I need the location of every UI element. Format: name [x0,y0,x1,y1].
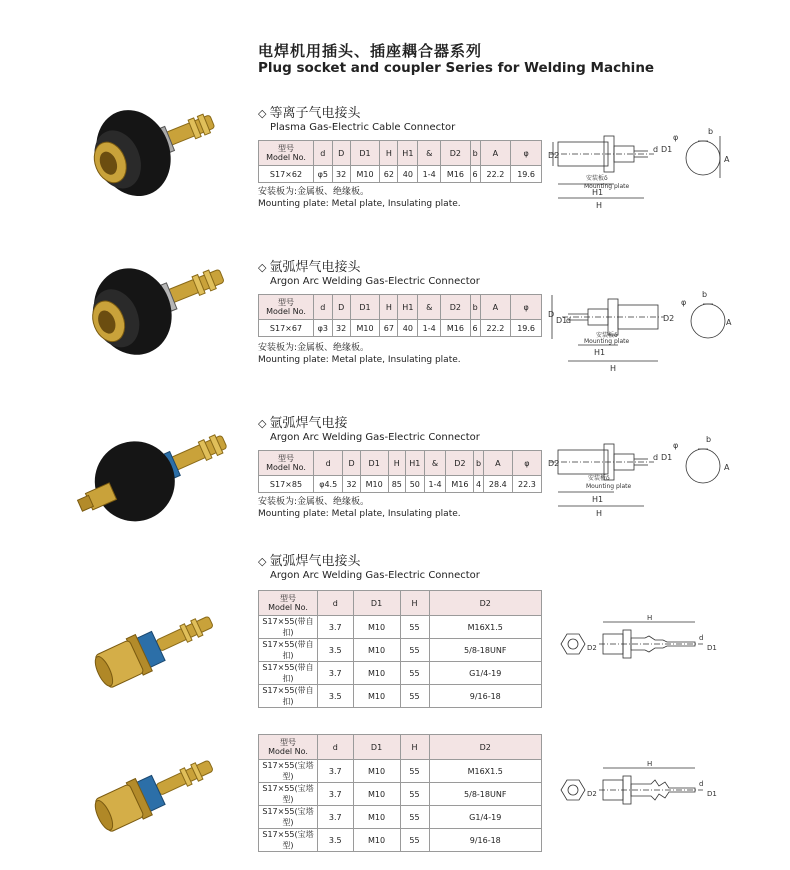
label-d: d [566,316,572,325]
header-model: 型号 Model No. [259,141,314,166]
cell-model: S17×55(带自扣) [259,616,318,639]
label-D2: D2 [587,644,597,652]
label-A: A [726,318,732,327]
cell: 55 [400,685,429,708]
cell: 6 [470,166,480,183]
header-d: d [314,141,333,166]
cell: M10 [353,760,400,783]
header-A: A [480,141,511,166]
cell: M16 [441,166,470,183]
technical-drawing-3 [548,430,738,520]
cell: 3.5 [318,829,354,852]
header-b: b [474,451,483,476]
cell: 62 [380,166,398,183]
label-plate-cn: 安装板δ [596,332,618,339]
header-D1: D1 [360,451,388,476]
header-model: 型号 Model No. [259,451,314,476]
cell-model: S17×55(宝塔型) [259,783,318,806]
table-header-row [259,735,542,760]
cell: M16X1.5 [429,616,542,639]
header-b: b [470,141,480,166]
label-H: H [596,201,603,210]
header-D2: D2 [446,451,474,476]
header-D1: D1 [350,295,379,320]
label-H1: H1 [594,348,606,357]
header-D: D [332,295,350,320]
cell: 22.2 [480,166,511,183]
section-3-heading [258,412,480,443]
cell: 67 [380,320,398,337]
table-row [259,760,542,783]
table-row [259,616,542,639]
table-header-row [259,295,542,320]
note-1 [258,186,461,210]
label-plate-cn: 安装板δ [586,175,608,182]
cell: 55 [400,783,429,806]
label-H: H [610,364,617,373]
label-D1: D1 [707,644,717,652]
cell: M10 [353,685,400,708]
header-model: 型号 Model No. [259,295,314,320]
label-D1: D1 [661,145,673,154]
product-photo-5 [85,742,225,842]
cell: 19.6 [511,320,542,337]
cell: 85 [388,476,405,493]
cell: 1-4 [418,320,441,337]
spec-table-3 [258,450,542,493]
section-1-title-en: Plasma Gas-Electric Cable Connector [270,122,456,133]
cell: M10 [360,476,388,493]
table-row [259,476,542,493]
label-b: b [706,435,712,444]
table-row [259,685,542,708]
cell: M16 [446,476,474,493]
label-D2: D2 [587,790,597,798]
cell-model: S17×67 [259,320,314,337]
note-en: Mounting plate: Metal plate, Insulating plate. [258,355,461,365]
label-d: d [653,453,659,462]
cell: 9/16-18 [429,829,542,852]
label-D2: D2 [548,459,560,468]
cell: M10 [350,320,379,337]
section-3-title-cn: ◇ 氩弧焊气电接 [258,412,480,431]
table-row [259,320,542,337]
header-phi: φ [511,141,542,166]
cell: 3.7 [318,760,354,783]
header-d: d [318,735,354,760]
cell: 22.3 [512,476,541,493]
cell-model: S17×55(带自扣) [259,662,318,685]
header-H: H [380,295,398,320]
section-4-title-cn: ◇ 氩弧焊气电接头 [258,550,480,569]
label-phi: φ [673,441,679,450]
section-2-title-cn: ◇ 氩弧焊气电接头 [258,256,480,275]
header-D: D [343,451,360,476]
table-row [259,662,542,685]
header-amp: & [418,141,441,166]
section-3-title-en: Argon Arc Welding Gas-Electric Connector [270,432,480,443]
cell: 1-4 [418,166,441,183]
header-d: d [314,451,343,476]
cell: 3.5 [318,685,354,708]
note-en: Mounting plate: Metal plate, Insulating plate. [258,199,461,209]
cell: M16X1.5 [429,760,542,783]
cell: 5/8-18UNF [429,783,542,806]
table-row [259,829,542,852]
header-phi: φ [512,451,541,476]
cell: 3.7 [318,806,354,829]
cell: M10 [353,616,400,639]
header-D1: D1 [353,735,400,760]
label-d: d [699,780,704,788]
page-title-cn: 电焊机用插头、插座耦合器系列 [258,42,483,60]
label-D1: D1 [661,453,673,462]
note-cn: 安装板为:金属板、绝缘板。 [258,343,370,353]
label-phi: φ [681,298,687,307]
cell: 5/8-18UNF [429,639,542,662]
header-A: A [480,295,511,320]
label-plate-en: Mounting plate [586,483,632,490]
table-row [259,639,542,662]
label-A: A [724,155,730,164]
header-A: A [483,451,512,476]
header-model: 型号 Model No. [259,591,318,616]
cell: φ3 [314,320,333,337]
label-A: A [724,463,730,472]
label-D2: D2 [548,151,560,160]
header-D2: D2 [441,141,470,166]
label-D1: D1 [707,790,717,798]
label-H: H [647,760,653,768]
note-en: Mounting plate: Metal plate, Insulating plate. [258,509,461,519]
section-2-title-en: Argon Arc Welding Gas-Electric Connector [270,276,480,287]
header-H1: H1 [398,295,418,320]
page-title-en: Plug socket and coupler Series for Welding Machine [258,60,655,76]
cell: 55 [400,639,429,662]
label-plate-en: Mounting plate [584,183,630,190]
header-amp: & [418,295,441,320]
cell: φ4.5 [314,476,343,493]
table-row [259,783,542,806]
cell: 19.6 [511,166,542,183]
header-amp: & [424,451,446,476]
cell-model: S17×85 [259,476,314,493]
cell: φ5 [314,166,333,183]
header-D1: D1 [353,591,400,616]
product-photo-2 [78,240,238,370]
cell: 55 [400,829,429,852]
cell: M16 [441,320,470,337]
technical-drawing-5 [555,758,735,818]
cell: M10 [353,783,400,806]
header-H1: H1 [405,451,424,476]
cell-model: S17×55(带自扣) [259,639,318,662]
cell: 32 [343,476,360,493]
note-2 [258,342,461,366]
label-plate-en: Mounting plate [584,338,630,345]
technical-drawing-1 [548,122,738,212]
label-b: b [708,127,714,136]
section-1-title-cn: ◇ 等离子气电接头 [258,102,455,121]
spec-table-1 [258,140,542,183]
label-phi: φ [673,133,679,142]
section-4-heading [258,550,480,581]
cell: 3.7 [318,616,354,639]
spec-table-2 [258,294,542,337]
product-photo-4 [85,598,225,698]
label-H1: H1 [592,188,604,197]
cell-model: S17×55(宝塔型) [259,760,318,783]
cell: 50 [405,476,424,493]
cell-model: S17×55(带自扣) [259,685,318,708]
label-H: H [596,509,603,518]
header-D1: D1 [350,141,379,166]
cell-model: S17×55(宝塔型) [259,829,318,852]
cell: M10 [353,806,400,829]
header-H: H [400,591,429,616]
header-D2: D2 [429,591,542,616]
cell: 32 [332,166,350,183]
cell: 9/16-18 [429,685,542,708]
section-2-heading [258,256,480,287]
label-H1: H1 [592,495,604,504]
cell: 40 [398,166,418,183]
label-D2: D2 [663,314,675,323]
table-header-row [259,591,542,616]
cell: 55 [400,806,429,829]
header-H: H [388,451,405,476]
spec-table-4 [258,590,542,708]
note-cn: 安装板为:金属板、绝缘板。 [258,497,370,507]
technical-drawing-2 [548,285,738,375]
header-H: H [380,141,398,166]
cell: 4 [474,476,483,493]
label-d: d [699,634,704,642]
table-header-row [259,141,542,166]
header-H1: H1 [398,141,418,166]
cell: M10 [350,166,379,183]
note-cn: 安装板为:金属板、绝缘板。 [258,187,370,197]
technical-drawing-4 [555,612,735,672]
cell: M10 [353,662,400,685]
cell: 22.2 [480,320,511,337]
header-d: d [314,295,333,320]
label-plate-cn: 安装板δ [588,475,610,482]
cell: G1/4-19 [429,806,542,829]
note-3 [258,496,461,520]
cell: 28.4 [483,476,512,493]
product-photo-1 [80,88,230,213]
cell: 40 [398,320,418,337]
cell: 55 [400,616,429,639]
cell: M10 [353,639,400,662]
header-H: H [400,735,429,760]
header-D2: D2 [429,735,542,760]
cell: G1/4-19 [429,662,542,685]
cell: 3.7 [318,662,354,685]
label-d: d [653,145,659,154]
cell-model: S17×55(宝塔型) [259,806,318,829]
section-1-heading [258,102,455,133]
label-D1: D1 [556,316,568,325]
table-header-row [259,451,542,476]
header-d: d [318,591,354,616]
header-D2: D2 [441,295,470,320]
product-photo-3 [70,410,240,545]
cell: 55 [400,760,429,783]
spec-table-5 [258,734,542,852]
section-4-title-en: Argon Arc Welding Gas-Electric Connector [270,570,480,581]
table-row [259,166,542,183]
cell: 3.5 [318,639,354,662]
cell: 55 [400,662,429,685]
header-b: b [470,295,480,320]
header-phi: φ [511,295,542,320]
cell: 3.7 [318,783,354,806]
table-row [259,806,542,829]
cell: 1-4 [424,476,446,493]
cell-model: S17×62 [259,166,314,183]
header-model: 型号 Model No. [259,735,318,760]
label-H: H [647,614,653,622]
cell: 6 [470,320,480,337]
cell: M10 [353,829,400,852]
label-b: b [702,290,708,299]
cell: 32 [332,320,350,337]
header-D: D [332,141,350,166]
label-D: D [548,310,555,319]
